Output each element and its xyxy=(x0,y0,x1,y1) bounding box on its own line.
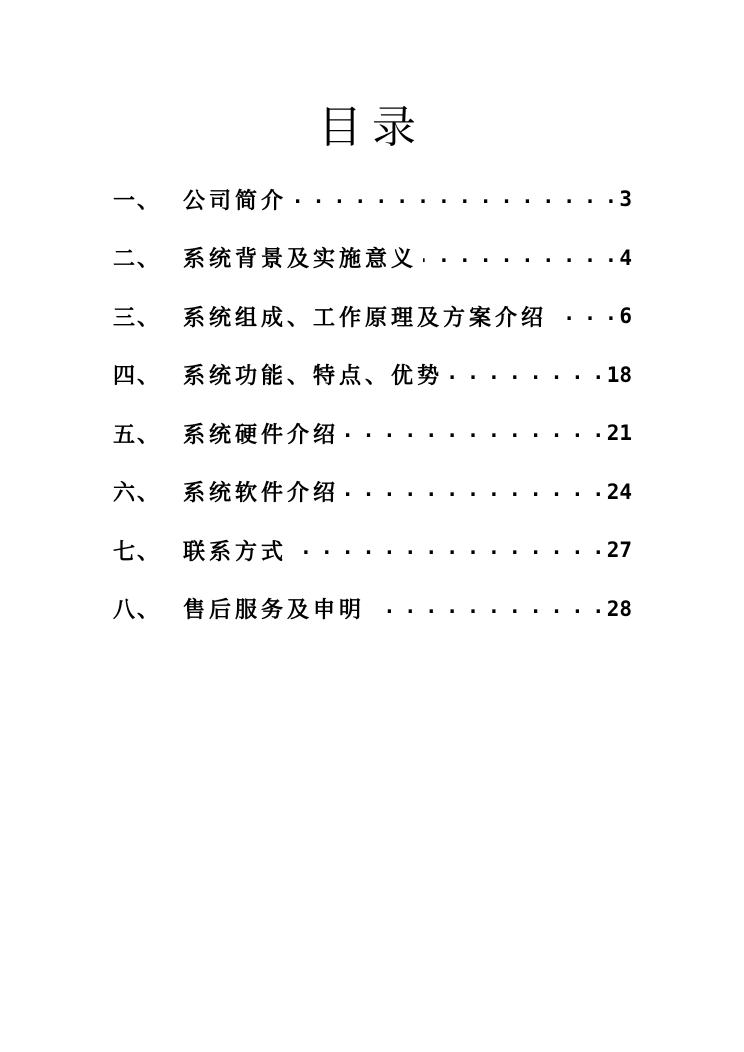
toc-dot-leader xyxy=(345,420,603,446)
toc-list xyxy=(113,170,632,638)
toc-entry[interactable] xyxy=(113,346,632,405)
toc-entry-page: 24 xyxy=(606,479,632,504)
toc-entry-page: 6 xyxy=(619,304,632,329)
toc-dot-leader xyxy=(345,479,603,505)
toc-entry[interactable] xyxy=(113,580,632,639)
toc-entry-page: 3 xyxy=(619,187,632,212)
toc-dot-leader xyxy=(449,362,603,388)
toc-dot-leader xyxy=(293,537,603,563)
toc-entry-label: 系统功能、特点、优势 xyxy=(183,364,444,390)
toc-entry-label: 系统背景及实施意义 xyxy=(183,247,418,273)
toc-entry-number: 五、 xyxy=(113,422,162,448)
toc-entry-label: 售后服务及申明 xyxy=(183,598,366,624)
toc-entry-label: 系统组成、工作原理及方案介绍 xyxy=(183,305,548,331)
toc-entry-number: 四、 xyxy=(113,364,162,390)
toc-entry-page: 27 xyxy=(606,538,632,563)
toc-title: 目录 xyxy=(318,102,426,153)
toc-entry-number: 一、 xyxy=(113,188,162,214)
toc-entry-page: 28 xyxy=(606,596,632,621)
toc-dot-leader xyxy=(371,596,603,622)
toc-entry[interactable] xyxy=(113,463,632,522)
toc-entry-page: 4 xyxy=(619,245,632,270)
toc-entry[interactable] xyxy=(113,229,632,288)
toc-entry-label: 系统软件介绍 xyxy=(183,481,340,507)
toc-entry-number: 三、 xyxy=(113,305,162,331)
toc-entry-number: 七、 xyxy=(113,539,162,565)
toc-entry-number: 二、 xyxy=(113,247,162,273)
toc-entry[interactable] xyxy=(113,170,632,229)
toc-entry-page: 21 xyxy=(606,421,632,446)
toc-dot-leader xyxy=(423,245,615,271)
toc-dot-leader xyxy=(553,303,615,329)
toc-entry-label: 联系方式 xyxy=(183,539,288,565)
toc-entry[interactable] xyxy=(113,287,632,346)
toc-entry-label: 公司简介 xyxy=(183,188,288,214)
toc-entry-number: 六、 xyxy=(113,481,162,507)
toc-entry[interactable] xyxy=(113,521,632,580)
toc-entry-label: 系统硬件介绍 xyxy=(183,422,340,448)
toc-entry-page: 18 xyxy=(606,362,632,387)
toc-entry-number: 八、 xyxy=(113,598,162,624)
toc-dot-leader xyxy=(293,186,615,212)
toc-entry[interactable] xyxy=(113,404,632,463)
